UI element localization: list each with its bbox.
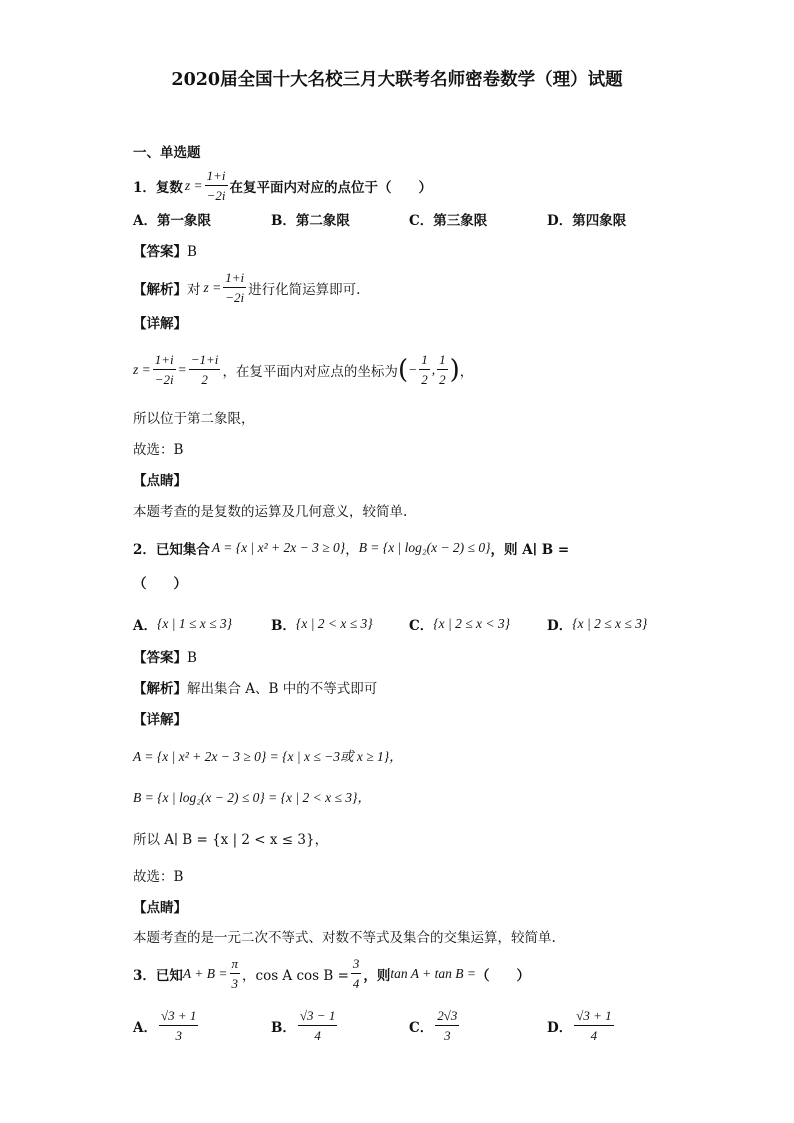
q3-frac-cos xyxy=(351,956,362,992)
q1-z: z = xyxy=(184,178,203,193)
q1-detail-z: z = xyxy=(133,362,151,377)
q3-tan: tan A + tan B = xyxy=(390,966,477,981)
q3-post: ，则 xyxy=(363,968,391,984)
q2-analysis-label: 【解析】 xyxy=(133,681,187,697)
q1-detail-mid: ，在复平面内对应点的坐标为 xyxy=(222,364,398,380)
q2-option-b-set: {x | 2 < x ≤ 3} xyxy=(295,616,373,631)
q2-option-c-label: C． xyxy=(409,618,434,634)
q1-frac-den: −2i xyxy=(206,188,226,203)
q2-option-d-label: D． xyxy=(547,618,573,634)
q1-answer-value: B xyxy=(187,244,197,260)
q1-detail-frac1-num: 1+i xyxy=(153,352,176,370)
q1-analysis-fraction xyxy=(223,270,246,306)
q3-option-d xyxy=(547,1008,616,1044)
q1-coord-a xyxy=(419,352,430,388)
q1-analysis-pre: 对 xyxy=(187,282,201,298)
q2-option-d-set: {x | 2 ≤ x ≤ 3} xyxy=(572,616,648,631)
q3-option-d-num: √3 + 1 xyxy=(574,1008,613,1026)
right-paren: ) xyxy=(449,354,460,385)
q3-option-b-num: √3 − 1 xyxy=(298,1008,337,1026)
q3-option-c-num: 2√3 xyxy=(435,1008,459,1026)
q2-detail-line3: 所以 A∣ B = {x | 2 < x ≤ 3}， xyxy=(133,832,329,848)
q1-detail-line2: 所以位于第二象限， xyxy=(133,411,255,427)
q1-detail-frac1-den: −2i xyxy=(154,372,174,387)
section-heading: 一、单选题 xyxy=(133,145,201,161)
q1-analysis-z: z = xyxy=(203,280,222,295)
q1-option-a: A．第一象限 xyxy=(133,213,211,229)
q3-stem-pre: 已知 xyxy=(155,968,183,984)
q3-option-b-label: B． xyxy=(271,1020,296,1036)
q1-comment: 本题考查的是复数的运算及几何意义，较简单. xyxy=(133,504,408,520)
q2-option-b-label: B． xyxy=(271,618,296,634)
q3-mid: ，cos A cos B = xyxy=(242,968,349,984)
q2-stem-post: ，则 A∣ B = xyxy=(490,542,570,558)
q2-option-a-set: {x | 1 ≤ x ≤ 3} xyxy=(156,616,233,631)
q1-number: 1． xyxy=(133,180,156,196)
q1-answer xyxy=(133,246,197,260)
q1-detail-end: ， xyxy=(459,364,474,380)
q3-frac-cos-num: 3 xyxy=(351,956,362,974)
q1-frac-num: 1+i xyxy=(205,168,228,186)
q1-detail-eq: z = $\frac{1+i}{-2i}$ = $\frac{-1+i}{2}$ ，在复平面内对应点的坐标为 ( − $\frac{1}{2}$ , $\frac{1}{2}$ ) ， xyxy=(133,352,474,387)
q3-option-a xyxy=(133,1008,200,1044)
q2-option-b xyxy=(271,614,373,634)
q3-option-a-den: 3 xyxy=(175,1028,182,1043)
q2-detail-label: 【详解】 xyxy=(133,712,187,728)
q1-analysis-post: 进行化简运算即可. xyxy=(248,282,361,298)
q3-option-d-label: D． xyxy=(547,1020,573,1036)
q3-option-a-frac xyxy=(159,1008,198,1044)
q1-analysis xyxy=(133,270,360,306)
q2-answer-label: 【答案】 xyxy=(133,650,187,666)
q1-detail-frac2 xyxy=(189,352,221,388)
q2-analysis xyxy=(133,683,377,697)
q3-paren: （ ） xyxy=(476,968,531,984)
q2-set-a: A = {x | x² + 2x − 3 ≥ 0} xyxy=(211,540,346,555)
q1-option-b: B．第二象限 xyxy=(271,213,350,229)
q3-option-b xyxy=(271,1008,339,1044)
q1-coord-b-num: 1 xyxy=(437,352,448,370)
q1-coord-b xyxy=(437,352,448,388)
q1-stem-pre: 复数 xyxy=(155,180,183,196)
q1-detail-line3: 故选：B xyxy=(133,442,184,458)
q1-stem xyxy=(133,168,432,204)
q1-analysis-frac-num: 1+i xyxy=(223,270,246,288)
q2-analysis-text: 解出集合 A、B 中的不等式即可 xyxy=(187,681,378,697)
q2-answer-value: B xyxy=(187,650,197,666)
q3-frac-pi-num: π xyxy=(230,956,241,974)
q1-detail-frac1 xyxy=(153,352,176,388)
q2-stem-pre: 已知集合 xyxy=(155,542,210,558)
q1-coord-neg: − xyxy=(408,362,418,377)
q2-detail-line2: B = {x | log₂(x − 2) ≤ 0} = {x | 2 < x ≤ 3}， xyxy=(133,790,371,805)
q1-option-d: D．第四象限 xyxy=(547,213,627,229)
q1-detail-frac2-num: −1+i xyxy=(189,352,221,370)
q1-stem-post: 在复平面内对应的点位于（ ） xyxy=(229,180,433,196)
q3-ab: A + B = xyxy=(182,966,228,981)
q3-option-d-frac xyxy=(574,1008,613,1044)
q3-option-a-num: √3 + 1 xyxy=(159,1008,198,1026)
q3-option-b-frac xyxy=(298,1008,337,1044)
q3-frac-pi-den: 3 xyxy=(231,976,238,991)
q3-option-b-den: 4 xyxy=(314,1028,321,1043)
q1-coord-b-den: 2 xyxy=(439,372,446,387)
q2-stem xyxy=(133,538,569,558)
q2-comment-label: 【点睛】 xyxy=(133,900,187,916)
q2-option-a-label: A． xyxy=(133,618,157,634)
q2-sep: ， xyxy=(345,542,359,558)
q1-coord-a-num: 1 xyxy=(419,352,430,370)
q2-option-c-set: {x | 2 ≤ x < 3} xyxy=(433,616,511,631)
q1-option-c: C．第三象限 xyxy=(409,213,488,229)
analysis-label: 【解析】 xyxy=(133,282,187,298)
q3-option-d-den: 4 xyxy=(590,1028,598,1043)
q3-option-c-frac xyxy=(435,1008,459,1044)
q2-option-c xyxy=(409,614,510,634)
q2-number: 2． xyxy=(133,542,156,558)
q2-option-a xyxy=(133,614,232,634)
answer-label: 【答案】 xyxy=(133,244,187,260)
q3-frac-pi xyxy=(230,956,241,992)
q3-frac-cos-den: 4 xyxy=(352,976,360,991)
q3-stem xyxy=(133,956,530,992)
q2-option-d xyxy=(547,614,647,634)
q2-answer xyxy=(133,652,197,666)
q1-coord-a-den: 2 xyxy=(421,372,428,387)
q3-option-c xyxy=(409,1008,461,1044)
q2-paren: （ ） xyxy=(133,576,187,592)
page-title: 2020届全国十大名校三月大联考名师密卷数学（理）试题 xyxy=(171,70,623,90)
left-paren: ( xyxy=(397,354,409,385)
q3-option-c-label: C． xyxy=(409,1020,434,1036)
q3-option-c-den: 3 xyxy=(444,1028,451,1043)
q2-set-b: B = {x | log₂(x − 2) ≤ 0} xyxy=(358,540,491,555)
q2-detail-line1: A = {x | x² + 2x − 3 ≥ 0} = {x | x ≤ −3或 x ≥ 1}， xyxy=(133,749,403,764)
q1-comment-label: 【点睛】 xyxy=(133,473,187,489)
q1-detail-label: 【详解】 xyxy=(133,316,187,332)
q1-analysis-frac-den: −2i xyxy=(225,290,245,305)
q1-detail-frac2-den: 2 xyxy=(201,372,208,387)
q3-number: 3． xyxy=(133,968,156,984)
q1-fraction xyxy=(205,168,228,204)
q3-option-a-label: A． xyxy=(133,1020,157,1036)
q2-comment: 本题考查的是一元二次不等式、对数不等式及集合的交集运算，较简单. xyxy=(133,930,556,946)
q2-detail-line4: 故选：B xyxy=(133,869,184,885)
